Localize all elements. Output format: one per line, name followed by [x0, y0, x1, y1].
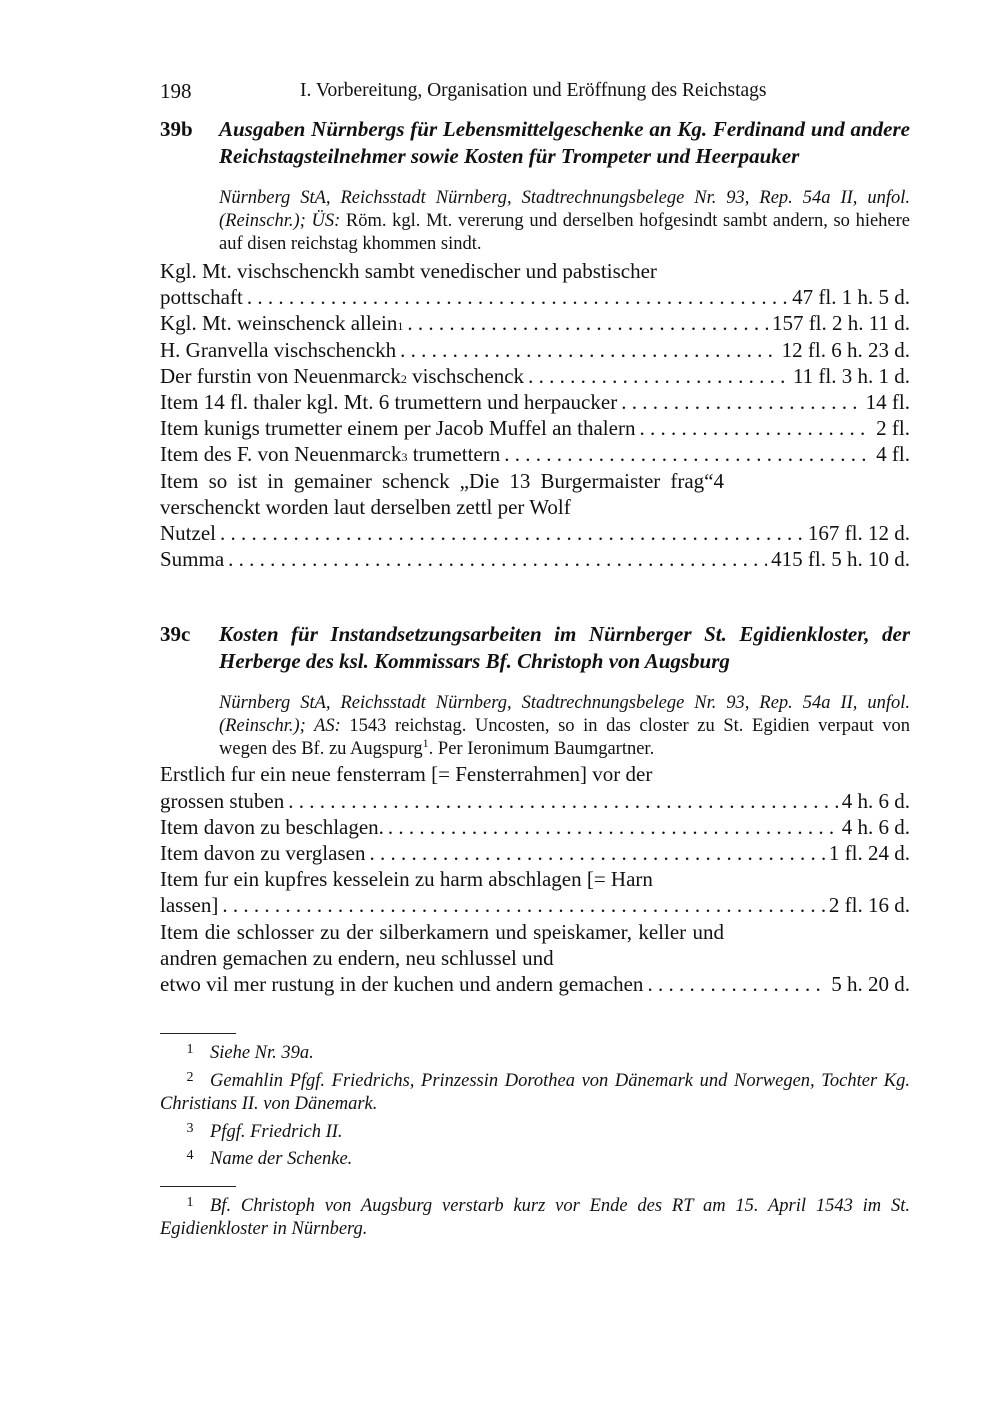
footnotes-b — [160, 1191, 910, 1242]
page — [160, 76, 910, 1242]
entry-row: Item des F. von Neuenmarck 3 trumettern . . . 4 fl. — [160, 441, 910, 467]
entries-39c — [160, 761, 910, 997]
footnote-rule — [160, 1186, 236, 1187]
section-heading-39b — [160, 116, 910, 170]
source-citation: Nürnberg StA, Reichsstadt Nürnberg, Stadtrechnungsbelege Nr. 93, Rep. 54a II, unfol. (Reinschr.); AS: — [219, 693, 910, 737]
entry-amount: 5 h. 20 d. — [831, 972, 910, 997]
footnote-text: Name der Schenke. — [210, 1149, 353, 1170]
entry-row — [160, 389, 910, 415]
entry-pre: Item so ist in gemainer schenck „Die 13 Burgermaister frag“4 verschenckt worden laut derselben zettl per Wolf — [160, 468, 724, 519]
entry-text: etwo vil mer rustung in der kuchen und andern gemachen — [160, 972, 644, 997]
entry-row: Kgl. Mt. weinschenck allein 1 . . . 157 fl. 2 h. 11 d. — [160, 310, 910, 336]
entry-pre: Kgl. Mt. vischschenckh sambt venedischer und pabstischer — [160, 259, 657, 283]
footnote — [160, 1191, 910, 1242]
entry-text: Kgl. Mt. weinschenck allein — [160, 311, 398, 336]
entry-row — [160, 284, 910, 310]
footnote — [160, 1038, 910, 1066]
entry-text: Der furstin von Neuenmarck — [160, 363, 401, 388]
entry-text: lassen] — [160, 893, 219, 918]
page-number: 198 — [160, 79, 192, 103]
entry-pre: Erstlich fur ein neue fensterram [= Fensterrahmen] vor der — [160, 762, 653, 787]
footnote-number: 1 — [186, 1194, 194, 1210]
footnote-text: Gemahlin Pfgf. Friedrichs, Prinzessin Dorothea von Dänemark und Norwegen, Tochter Kg. Christians II. von Dänemark. — [160, 1070, 910, 1115]
footnote-text: Bf. Christoph von Augsburg verstarb kurz vor Ende des RT am 15. April 1543 im St. Egidienkloster in Nürnberg. — [160, 1195, 910, 1240]
entry-amount: 4 h. 6 d. — [841, 814, 910, 839]
source-note-39c — [219, 692, 910, 761]
entry-text: Item kunigs trumetter einem per Jacob Muffel an thalern — [160, 416, 636, 441]
entry-pre: Item fur ein kupfres kesselein zu harm abschlagen [= Harn — [160, 867, 653, 892]
entry-text-cont: trumettern — [407, 442, 501, 467]
footnotes-a — [160, 1038, 910, 1172]
footnote-number: 3 — [186, 1120, 194, 1136]
entry-row — [160, 840, 910, 866]
entry-row — [160, 520, 910, 546]
entry-amount: 4 h. 6 d. — [841, 788, 910, 813]
entry-pre: Item die schlosser zu der silberkamern und speiskamer, keller und andren gemachen zu endern, neu schlussel und — [160, 919, 724, 970]
footnote-number: 2 — [186, 1069, 194, 1085]
entry-text: Nutzel — [160, 521, 216, 546]
entry-row — [160, 971, 910, 997]
footnote-text: Siehe Nr. 39a. — [210, 1043, 314, 1064]
entry-amount: 2 fl. 16 d. — [828, 893, 910, 918]
entry-amount: 415 fl. 5 h. 10 d. — [771, 547, 910, 572]
footnote-ref: 1 — [422, 736, 429, 751]
source-note-39b — [219, 187, 910, 256]
entry-text-cont: vischschenck — [406, 363, 525, 388]
entry-amount: 11 fl. 3 h. 1 d. — [792, 363, 910, 388]
entry-amount: 157 fl. 2 h. 11 d. — [771, 311, 910, 336]
entry-amount: 4 fl. — [876, 442, 910, 467]
running-head — [160, 76, 910, 110]
source-text: 1543 reichstag. Uncosten, so in das closter zu St. Egidien verpaut von wegen des Bf. zu Augspurg — [219, 716, 910, 760]
section-number: 39c — [160, 622, 191, 647]
running-title: I. Vorbereitung, Organisation und Eröffnung des Reichstags — [300, 80, 767, 101]
entry-text: Item 14 fl. thaler kgl. Mt. 6 trumettern und herpaucker — [160, 390, 618, 415]
entry-amount: 14 fl. — [865, 390, 910, 415]
entry-row — [160, 415, 910, 441]
section-number: 39b — [160, 117, 193, 141]
section-heading-39c — [160, 621, 910, 675]
footnote — [160, 1066, 910, 1117]
section-title: Ausgaben Nürnbergs für Lebensmittelgeschenke an Kg. Ferdinand und andere Reichstagsteilnehmer sowie Kosten für Trompeter und Heerpauker — [219, 117, 910, 168]
entry-row — [160, 814, 910, 840]
entry-text: H. Granvella vischschenckh — [160, 337, 397, 362]
footnote-number: 4 — [186, 1148, 194, 1164]
entry-amount: 47 fl. 1 h. 5 d. — [792, 285, 910, 310]
footnote-text: Pfgf. Friedrich II. — [210, 1121, 343, 1142]
entry-row — [160, 892, 910, 918]
entry-text: grossen stuben — [160, 788, 285, 813]
entry-text: pottschaft — [160, 285, 243, 310]
footnote-rule — [160, 1033, 236, 1034]
entry-row: Der furstin von Neuenmarck 2 vischschenck . . . 11 fl. 3 h. 1 d. — [160, 363, 910, 389]
entry-row — [160, 337, 910, 363]
footnote-number: 1 — [186, 1042, 194, 1058]
entries-39b — [160, 258, 910, 572]
entry-amount: 2 fl. — [876, 416, 910, 441]
footnote — [160, 1117, 910, 1145]
source-text: Röm. kgl. Mt. vererung und derselben hofgesindt sambt andern, so hiehere auf disen reichstag khommen sindt. — [219, 211, 911, 254]
footnote — [160, 1144, 910, 1172]
entry-amount: 1 fl. 24 d. — [828, 841, 910, 866]
entry-row-summa — [160, 546, 910, 572]
entry-text: Item des F. von Neuenmarck — [160, 442, 402, 467]
entry-amount: 12 fl. 6 h. 23 d. — [781, 337, 910, 362]
section-title: Kosten für Instandsetzungsarbeiten im Nürnberger St. Egidienkloster, der Herberge des ksl. Kommissars Bf. Christoph von Augsburg — [219, 622, 910, 674]
entry-text: Item davon zu beschlagen. — [160, 814, 384, 839]
source-citation: Nürnberg StA, Reichsstadt Nürnberg, Stadtrechnungsbelege Nr. 93, Rep. 54a II, unfol. (Reinschr.); ÜS: — [219, 188, 910, 231]
entry-row — [160, 788, 910, 814]
entry-amount: 167 fl. 12 d. — [807, 521, 910, 546]
source-text-cont: . Per Ieronimum Baumgartner. — [428, 739, 655, 760]
entry-text: Item davon zu verglasen — [160, 841, 366, 866]
entry-text: Summa — [160, 547, 225, 572]
